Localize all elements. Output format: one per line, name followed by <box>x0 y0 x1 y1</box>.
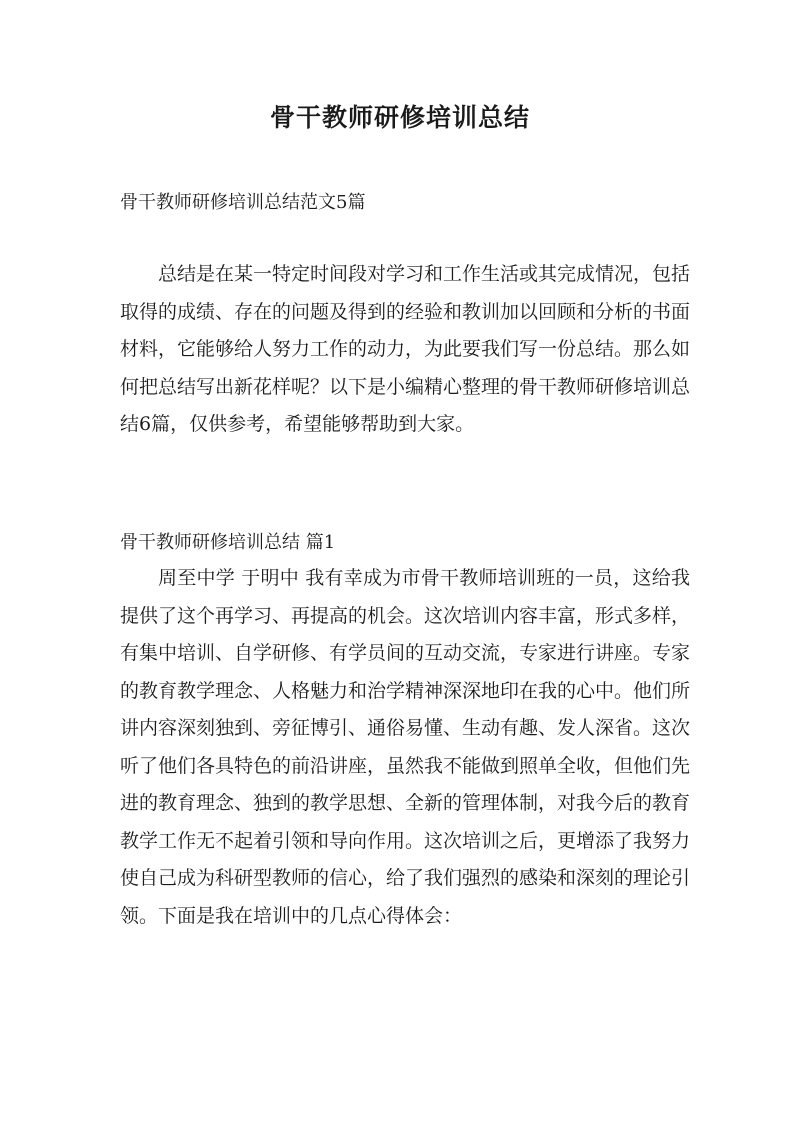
document-subtitle: 骨干教师研修培训总结范文5篇 <box>120 192 366 213</box>
intro-paragraph: 总结是在某一特定时间段对学习和工作生活或其完成情况，包括取得的成绩、存在的问题及得到的经验和教训加以回顾和分析的书面材料，它能够给人努力工作的动力，为此要我们写一份总结。那么如何把总结写出新花样呢？以下是小编精心整理的骨干教师研修培训总结6篇，仅供参考，希望能够帮助到大家。 <box>120 263 691 435</box>
document-title: 骨干教师研修培训总结 <box>269 103 530 132</box>
section-heading: 骨干教师研修培训总结 篇1 <box>120 532 336 553</box>
section-body-paragraph: 周至中学 于明中 我有幸成为市骨干教师培训班的一员，这给我提供了这个再学习、再提高的机会。这次培训内容丰富，形式多样，有集中培训、自学研修、有学员间的互动交流，专家进行讲座。专家的教育教学理念、人格魅力和治学精神深深地印在我的心中。他们所讲内容深刻独到、旁征博引、通俗易懂、生动有趣、发人深省。这次听了他们各具特色的前沿讲座，虽然我不能做到照单全收，但他们先进的教育理念、独到的教学思想、全新的管理体制，对我今后的教育教学工作无不起着引领和导向作用。这次培训之后，更增添了我努力使自己成为科研型教师的信心，给了我们强烈的感染和深刻的理论引领。下面是我在培训中的几点心得体会： <box>120 567 691 927</box>
